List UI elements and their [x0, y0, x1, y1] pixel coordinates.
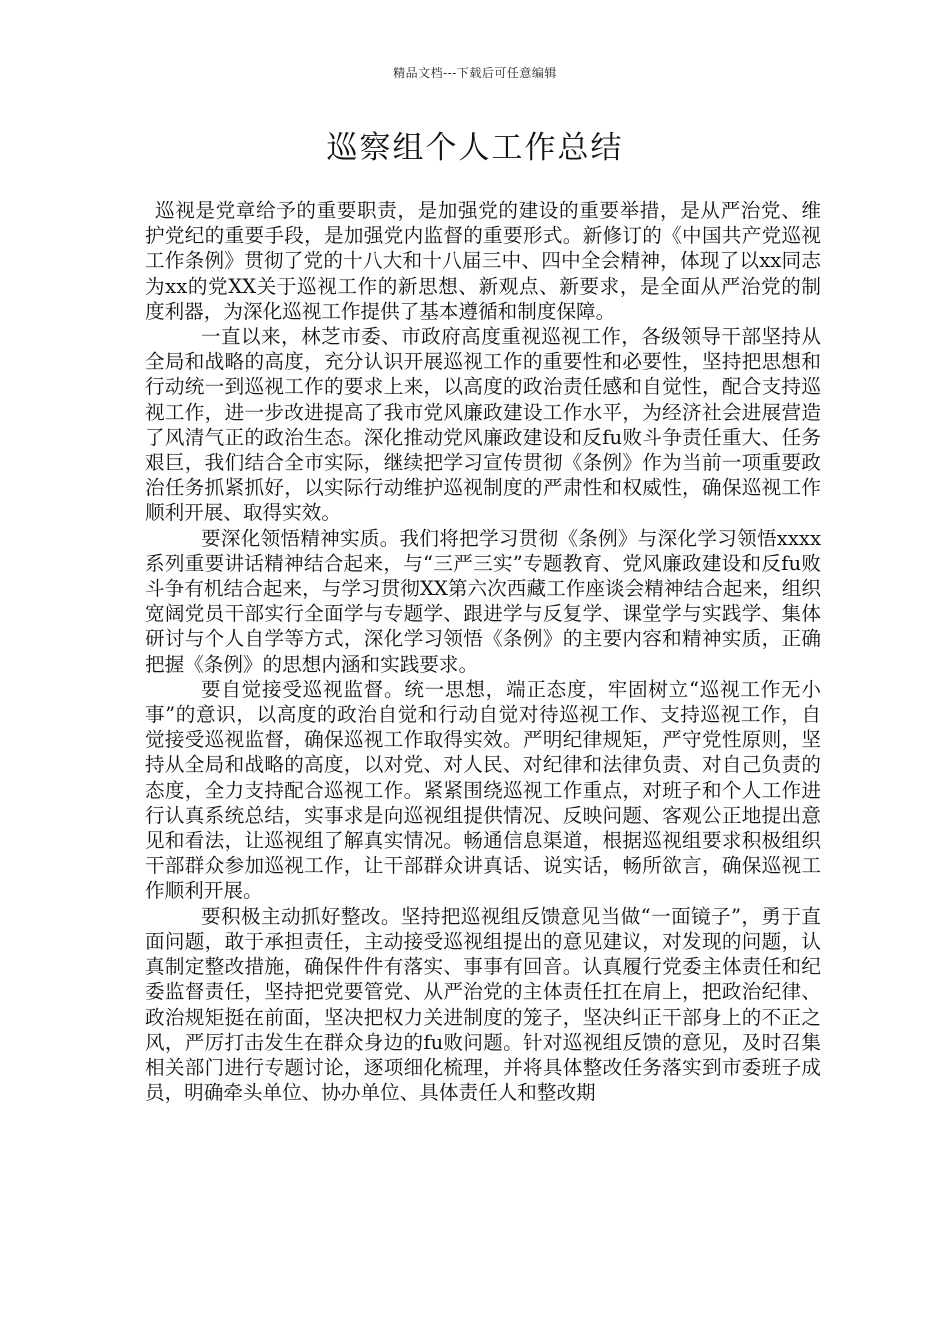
- header-note: 精品文档---下载后可任意编辑: [393, 66, 557, 80]
- paragraph-rectification: 要积极主动抓好整改。坚持把巡视组反馈意见当做“一面镜子”，勇于直面问题，敢于承担责任，主动接受巡视组提出的意见建议，对发现的问题，认真制定整改措施，确保件件有落实、事事有回音。认真履行党委主体责任和纪委监督责任，坚持把党要管党、从严治党的主体责任扛在肩上，把政治纪律、政治规矩挺在前面，坚决把权力关进制度的笼子，坚决纠正干部身上的不正之风，严厉打击发生在群众身边的fu败问题。针对巡视组反馈的意见，及时召集相关部门进行专题讨论，逐项细化梳理，并将具体整改任务落实到市委班子成员，明确牵头单位、协办单位、具体责任人和整改期: [145, 904, 821, 1105]
- paragraph-intro: 巡视是党章给予的重要职责，是加强党的建设的重要举措，是从严治党、维护党纪的重要手段，是加强党内监督的重要形式。新修订的《中国共产党巡视工作条例》贯彻了党的十八大和十八届三中、四中全会精神，体现了以xx同志为xx的党XX关于巡视工作的新思想、新观点、新要求，是全面从严治党的制度利器，为深化巡视工作提供了基本遵循和制度保障。: [145, 199, 821, 323]
- paragraph-leadership: 一直以来，林芝市委、市政府高度重视巡视工作，各级领导干部坚持从全局和战略的高度，充分认识开展巡视工作的重要性和必要性，坚持把思想和行动统一到巡视工作的要求上来，以高度的政治责任感和自觉性，配合支持巡视工作，进一步改进提高了我市党风廉政建设工作水平，为经济社会进展营造了风清气正的政治生态。深化推动党风廉政建设和反fu败斗争责任重大、任务艰巨，我们结合全市实际，继续把学习宣传贯彻《条例》作为当前一项重要政治任务抓紧抓好，以实际行动维护巡视制度的严肃性和权威性，确保巡视工作顺利开展、取得实效。: [145, 325, 821, 525]
- paragraph-study-spirit: 要深化领悟精神实质。我们将把学习贯彻《条例》与深化学习领悟xxxx系列重要讲话精神结合起来，与“三严三实”专题教育、党风廉政建设和反fu败斗争有机结合起来，与学习贯彻XX第六次西藏工作座谈会精神结合起来，组织宽阔党员干部实行全面学与专题学、跟进学与反复学、课堂学与实践学、集体研讨与个人自学等方式，深化学习领悟《条例》的主要内容和精神实质，正确把握《条例》的思想内涵和实践要求。: [145, 526, 821, 676]
- document-title: 巡察组个人工作总结: [326, 130, 624, 166]
- document-body: [145, 198, 821, 1105]
- paragraph-accept-supervision: 要自觉接受巡视监督。统一思想，端正态度，牢固树立“巡视工作无小事”的意识，以高度的政治自觉和行动自觉对待巡视工作、支持巡视工作，自觉接受巡视监督，确保巡视工作取得实效。严明纪律规矩，严守党性原则，坚持从全局和战略的高度，以对党、对人民、对纪律和法律负责、对自己负责的态度，全力支持配合巡视工作。紧紧围绕巡视工作重点，对班子和个人工作进行认真系统总结，实事求是向巡视组提供情况、反映问题、客观公正地提出意见和看法，让巡视组了解真实情况。畅通信息渠道，根据巡视组要求积极组织干部群众参加巡视工作，让干部群众讲真话、说实话，畅所欲言，确保巡视工作顺利开展。: [145, 677, 821, 903]
